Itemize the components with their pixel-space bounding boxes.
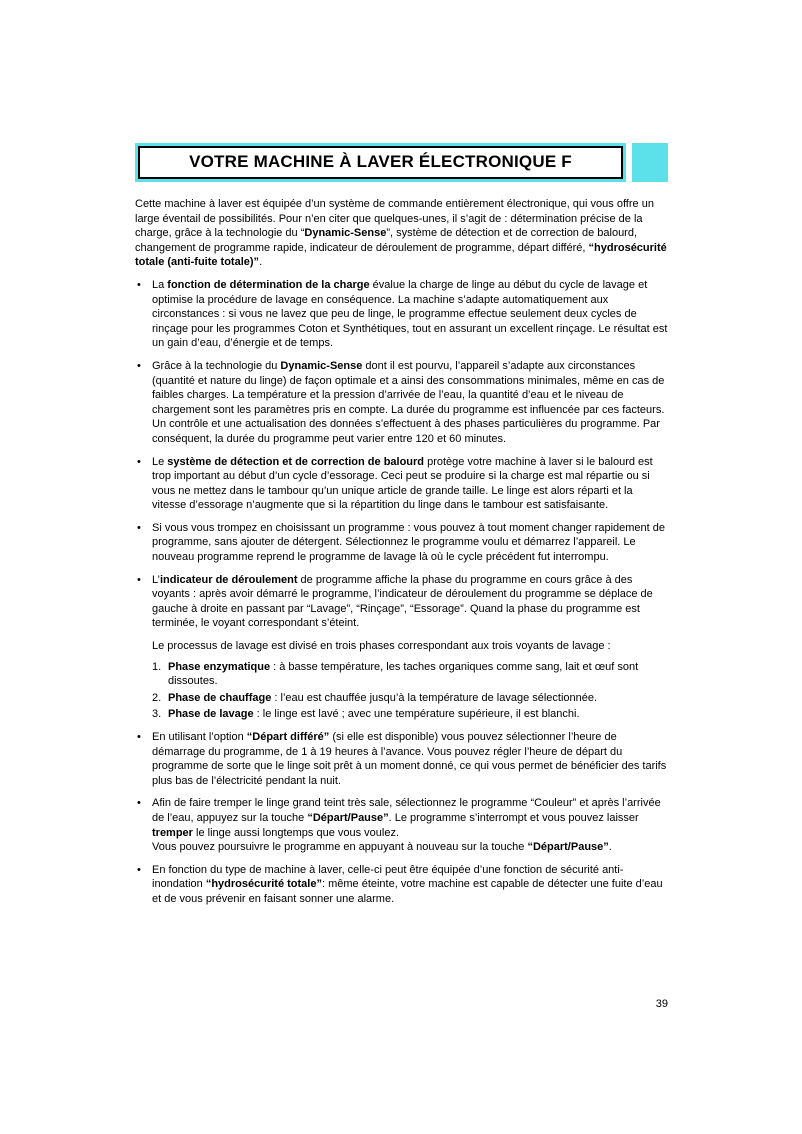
text: Le processus de lavage est divisé en trois phases correspondant aux trois voyants de lavage : — [152, 640, 611, 653]
text: Afin de faire tremper le linge grand teint très sale, sélectionnez le programme “Couleur” et après l’arrivée de l’eau, appuyez sur la touche — [152, 797, 661, 824]
bold-text: “Départ/Pause” — [307, 811, 389, 824]
text: En utilisant l’option — [152, 731, 247, 743]
text: (si elle est disponible) vous pouvez sélectionner l’heure de démarrage du programme, de 1 à 19 heures à l’avance. Vous pouvez régler l’heure de départ du programme de sorte que le linge soit prêt à un moment donné, ce qui vous permet de bénéficier des tarifs plus bas de l’électricité pendant la nuit. — [152, 731, 667, 787]
numbered-item-marker: 2. — [152, 691, 162, 704]
bullet-item — [135, 359, 668, 447]
text: Vous pouvez poursuivre le programme en appuyant à nouveau sur la touche — [152, 841, 528, 854]
text: dont il est pourvu, l’appareil s’adapte aux circonstances (quantité et nature du linge) de façon optimale et a ainsi des consommations minimales, même en cas de faibles charges. La température et la pression d’arrivée de l’eau, la quantité d’eau et le niveau de chargement sont les paramètres pris en compte. La durée du programme est influencée par ces facteurs. Un contrôle et une actualisation des données s’effectuent à des phases particulières du programme. Par conséquent, la durée du programme peut varier entre 120 et 60 minutes. — [152, 359, 665, 445]
bullet-item — [135, 455, 668, 513]
page-title: VOTRE MACHINE À LAVER ÉLECTRONIQUE F — [138, 146, 623, 179]
bold-text: système de détection et de correction de balourd — [167, 455, 425, 468]
numbered-list — [135, 660, 668, 722]
text: : l’eau est chauffée jusqu’à la température de lavage sélectionnée. — [271, 691, 598, 704]
bullet-marker: • — [137, 797, 141, 810]
bullet-item — [135, 863, 668, 907]
numbered-item — [152, 691, 668, 706]
text: En fonction du type de machine à laver, celle-ci peut être équipée d’une fonction de sécurité anti-inondation — [152, 863, 624, 891]
text: évalue la charge de linge au début du cycle de lavage et optimise la procédure de lavage en conséquence. La machine s’adapte automatiquement aux circonstances : si vous ne lavez que peu de linge, le programme effectue seulement deux cycles de rinçage pour les programmes Coton et Synthétiques, tout en assurant un excellent rinçage. Le résultat est un gain d’eau, d’énergie et de temps. — [152, 278, 668, 350]
text: Cette machine à laver est équipée d’un système de commande entièrement électronique, qui vous offre un large éventail de possibilités. Pour n’en citer que quelques-unes, il s’agit de : détermination précise de la charge, grâce à la technologie du “ — [135, 198, 654, 240]
page-number: 39 — [655, 998, 668, 1010]
numbered-item — [152, 707, 668, 722]
bold-text: “Départ différé” — [246, 731, 330, 743]
document-body — [135, 197, 668, 907]
paragraph — [135, 639, 668, 654]
bold-text: fonction de détermination de la charge — [167, 278, 370, 291]
text: La — [152, 278, 168, 291]
bullet-item — [135, 796, 668, 854]
bold-text: Dynamic-Sense — [280, 359, 363, 372]
bullet-item — [135, 730, 668, 788]
bullet-item — [135, 573, 668, 631]
bold-text: Phase enzymatique — [168, 660, 271, 673]
bullet-marker: • — [137, 359, 141, 372]
bold-text: “hydrosécurité totale (anti-fuite totale)” — [135, 241, 667, 269]
text: : à basse température, les taches organiques comme sang, lait et œuf sont dissoutes. — [168, 660, 639, 688]
bold-text: Dynamic-Sense — [304, 227, 387, 240]
title-banner — [135, 143, 626, 182]
text: : le linge est lavé ; avec une température supérieure, il est blanchi. — [253, 708, 580, 721]
text: : même éteinte, votre machine est capable de détecter une fuite d’eau et de vous prévenir en faisant sonner une alarme. — [152, 878, 663, 905]
bullet-marker: • — [137, 863, 141, 876]
title-row — [135, 143, 668, 182]
bold-text: Phase de chauffage — [168, 691, 272, 704]
bold-text: Phase de lavage — [168, 708, 254, 721]
text: ”, système de détection et de correction de balourd, changement de programme rapide, indicateur de déroulement de programme, départ différé, — [135, 227, 638, 254]
text: Grâce à la technologie du — [152, 359, 281, 372]
bullet-marker: • — [137, 573, 141, 586]
numbered-item-marker: 1. — [152, 660, 162, 673]
title-accent-block — [632, 143, 668, 182]
bold-text: tremper — [152, 826, 193, 839]
bullet-item — [135, 278, 668, 351]
bullet-item — [135, 521, 668, 565]
text: protège votre machine à laver si le balourd est trop important au début d’un cycle d’essorage. Ceci peut se produire si la charge est mal répartie ou si vous ne mettez dans le tambour qu’un unique article de grande taille. Le linge est alors réparti et la vitesse d’essorage n’augmente que si la répartition du linge dans le tambour est satisfaisante. — [152, 455, 653, 512]
text: . — [608, 841, 612, 854]
bullet-marker: • — [137, 455, 141, 468]
text: de programme affiche la phase du programme en cours grâce à des voyants : après avoir démarré le programme, l’indicateur de déroulement du programme se déplace de gauche à droite en passant par “Lavage”, “Rinçage”, “Essorage”. Quand la phase du programme est terminée, le voyant correspondant s’éteint. — [152, 573, 653, 630]
bold-text: indicateur de déroulement — [159, 573, 298, 586]
text: . — [259, 256, 263, 269]
text: . Le programme s’interrompt et vous pouvez laisser — [388, 811, 639, 824]
text: Si vous vous trompez en choisissant un programme : vous pouvez à tout moment changer rapidement de programme, sans ajouter de détergent. Sélectionnez le programme voulu et démarrez l’appareil. Le nouveau programme reprend le programme de lavage là où le cycle précédent fut interrompu. — [152, 521, 665, 564]
bold-text: “Départ/Pause” — [527, 841, 609, 854]
numbered-item — [152, 660, 668, 689]
text: Le — [152, 455, 168, 468]
bullet-marker: • — [137, 521, 141, 534]
paragraph — [135, 197, 668, 270]
bold-text: “hydrosécurité totale” — [205, 878, 322, 891]
numbered-item-marker: 3. — [152, 708, 162, 721]
bullet-marker: • — [137, 731, 141, 743]
bullet-marker: • — [137, 278, 141, 291]
page-content — [135, 143, 668, 915]
text: L’ — [152, 573, 160, 586]
text: le linge aussi longtemps que vous voulez. — [192, 826, 400, 839]
